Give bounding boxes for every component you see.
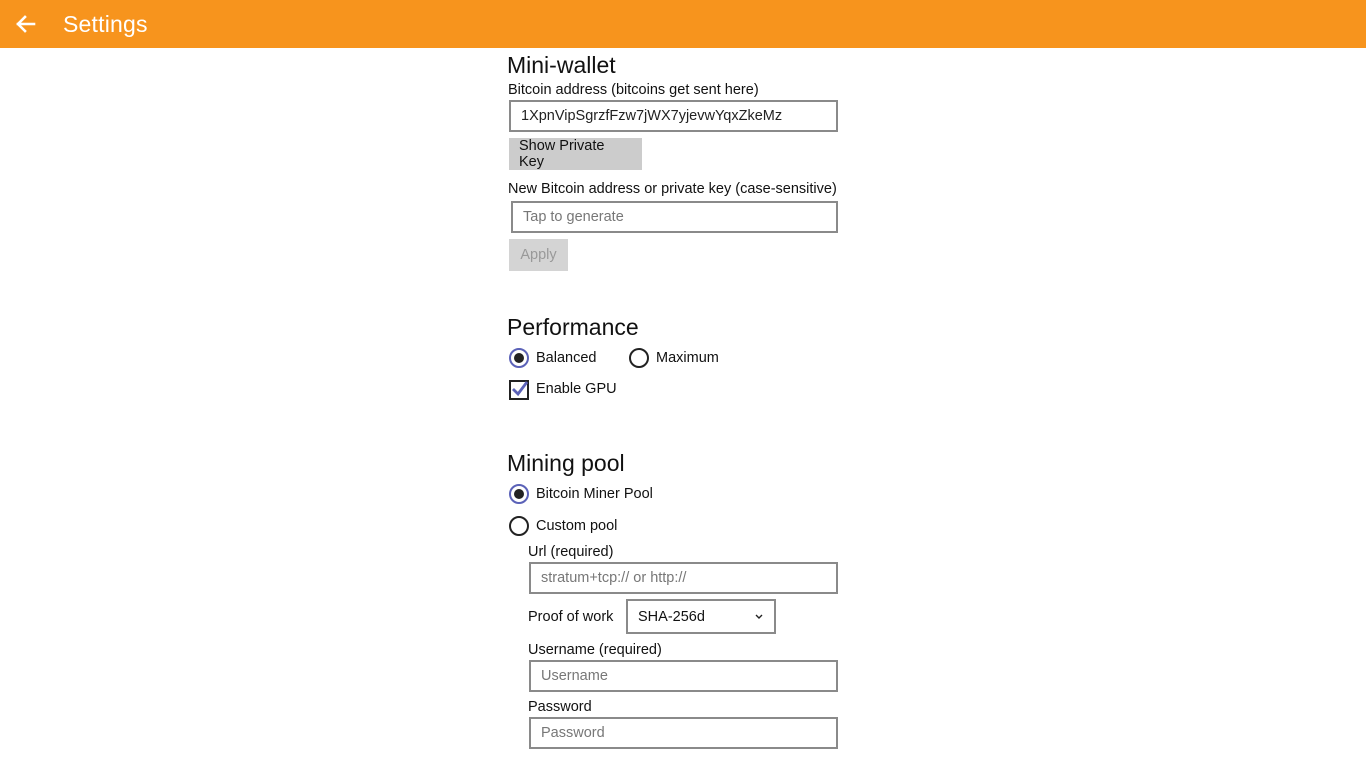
proof-of-work-value: SHA-256d (638, 608, 705, 625)
bitcoin-miner-pool-label: Bitcoin Miner Pool (536, 486, 653, 502)
bitcoin-miner-pool-radio[interactable] (509, 484, 529, 504)
show-private-key-button[interactable]: Show Private Key (509, 138, 642, 170)
enable-gpu-label: Enable GPU (536, 381, 617, 397)
new-address-input[interactable]: Tap to generate (511, 201, 838, 233)
back-button[interactable] (10, 9, 42, 39)
proof-of-work-label: Proof of work (528, 609, 614, 625)
page-title: Settings (63, 11, 148, 37)
maximum-label: Maximum (656, 350, 719, 366)
settings-content (0, 48, 1366, 768)
balanced-radio[interactable] (509, 348, 529, 368)
balanced-label: Balanced (536, 350, 597, 366)
custom-pool-radio[interactable] (509, 516, 529, 536)
chevron-down-icon (754, 613, 764, 621)
apply-button[interactable]: Apply (509, 239, 568, 271)
maximum-radio[interactable] (629, 348, 649, 368)
url-label: Url (required) (528, 544, 614, 560)
arrow-left-icon (16, 15, 36, 33)
password-label: Password (528, 699, 592, 715)
bitcoin-address-field[interactable]: 1XpnVipSgrzfFzw7jWX7yjevwYqxZkeMz (509, 100, 838, 132)
new-address-label: New Bitcoin address or private key (case-sensitive) (508, 181, 837, 197)
mining-pool-heading: Mining pool (507, 450, 625, 476)
enable-gpu-checkbox[interactable] (509, 380, 529, 400)
proof-of-work-select[interactable] (626, 599, 776, 634)
username-input[interactable]: Username (529, 660, 838, 692)
mini-wallet-heading: Mini-wallet (507, 52, 616, 78)
username-label: Username (required) (528, 642, 662, 658)
bitcoin-address-label: Bitcoin address (bitcoins get sent here) (508, 82, 759, 98)
url-input[interactable]: stratum+tcp:// or http:// (529, 562, 838, 594)
performance-heading: Performance (507, 314, 639, 340)
custom-pool-label: Custom pool (536, 518, 618, 534)
checkmark-icon (510, 379, 530, 399)
title-bar (0, 0, 1366, 48)
password-input[interactable]: Password (529, 717, 838, 749)
